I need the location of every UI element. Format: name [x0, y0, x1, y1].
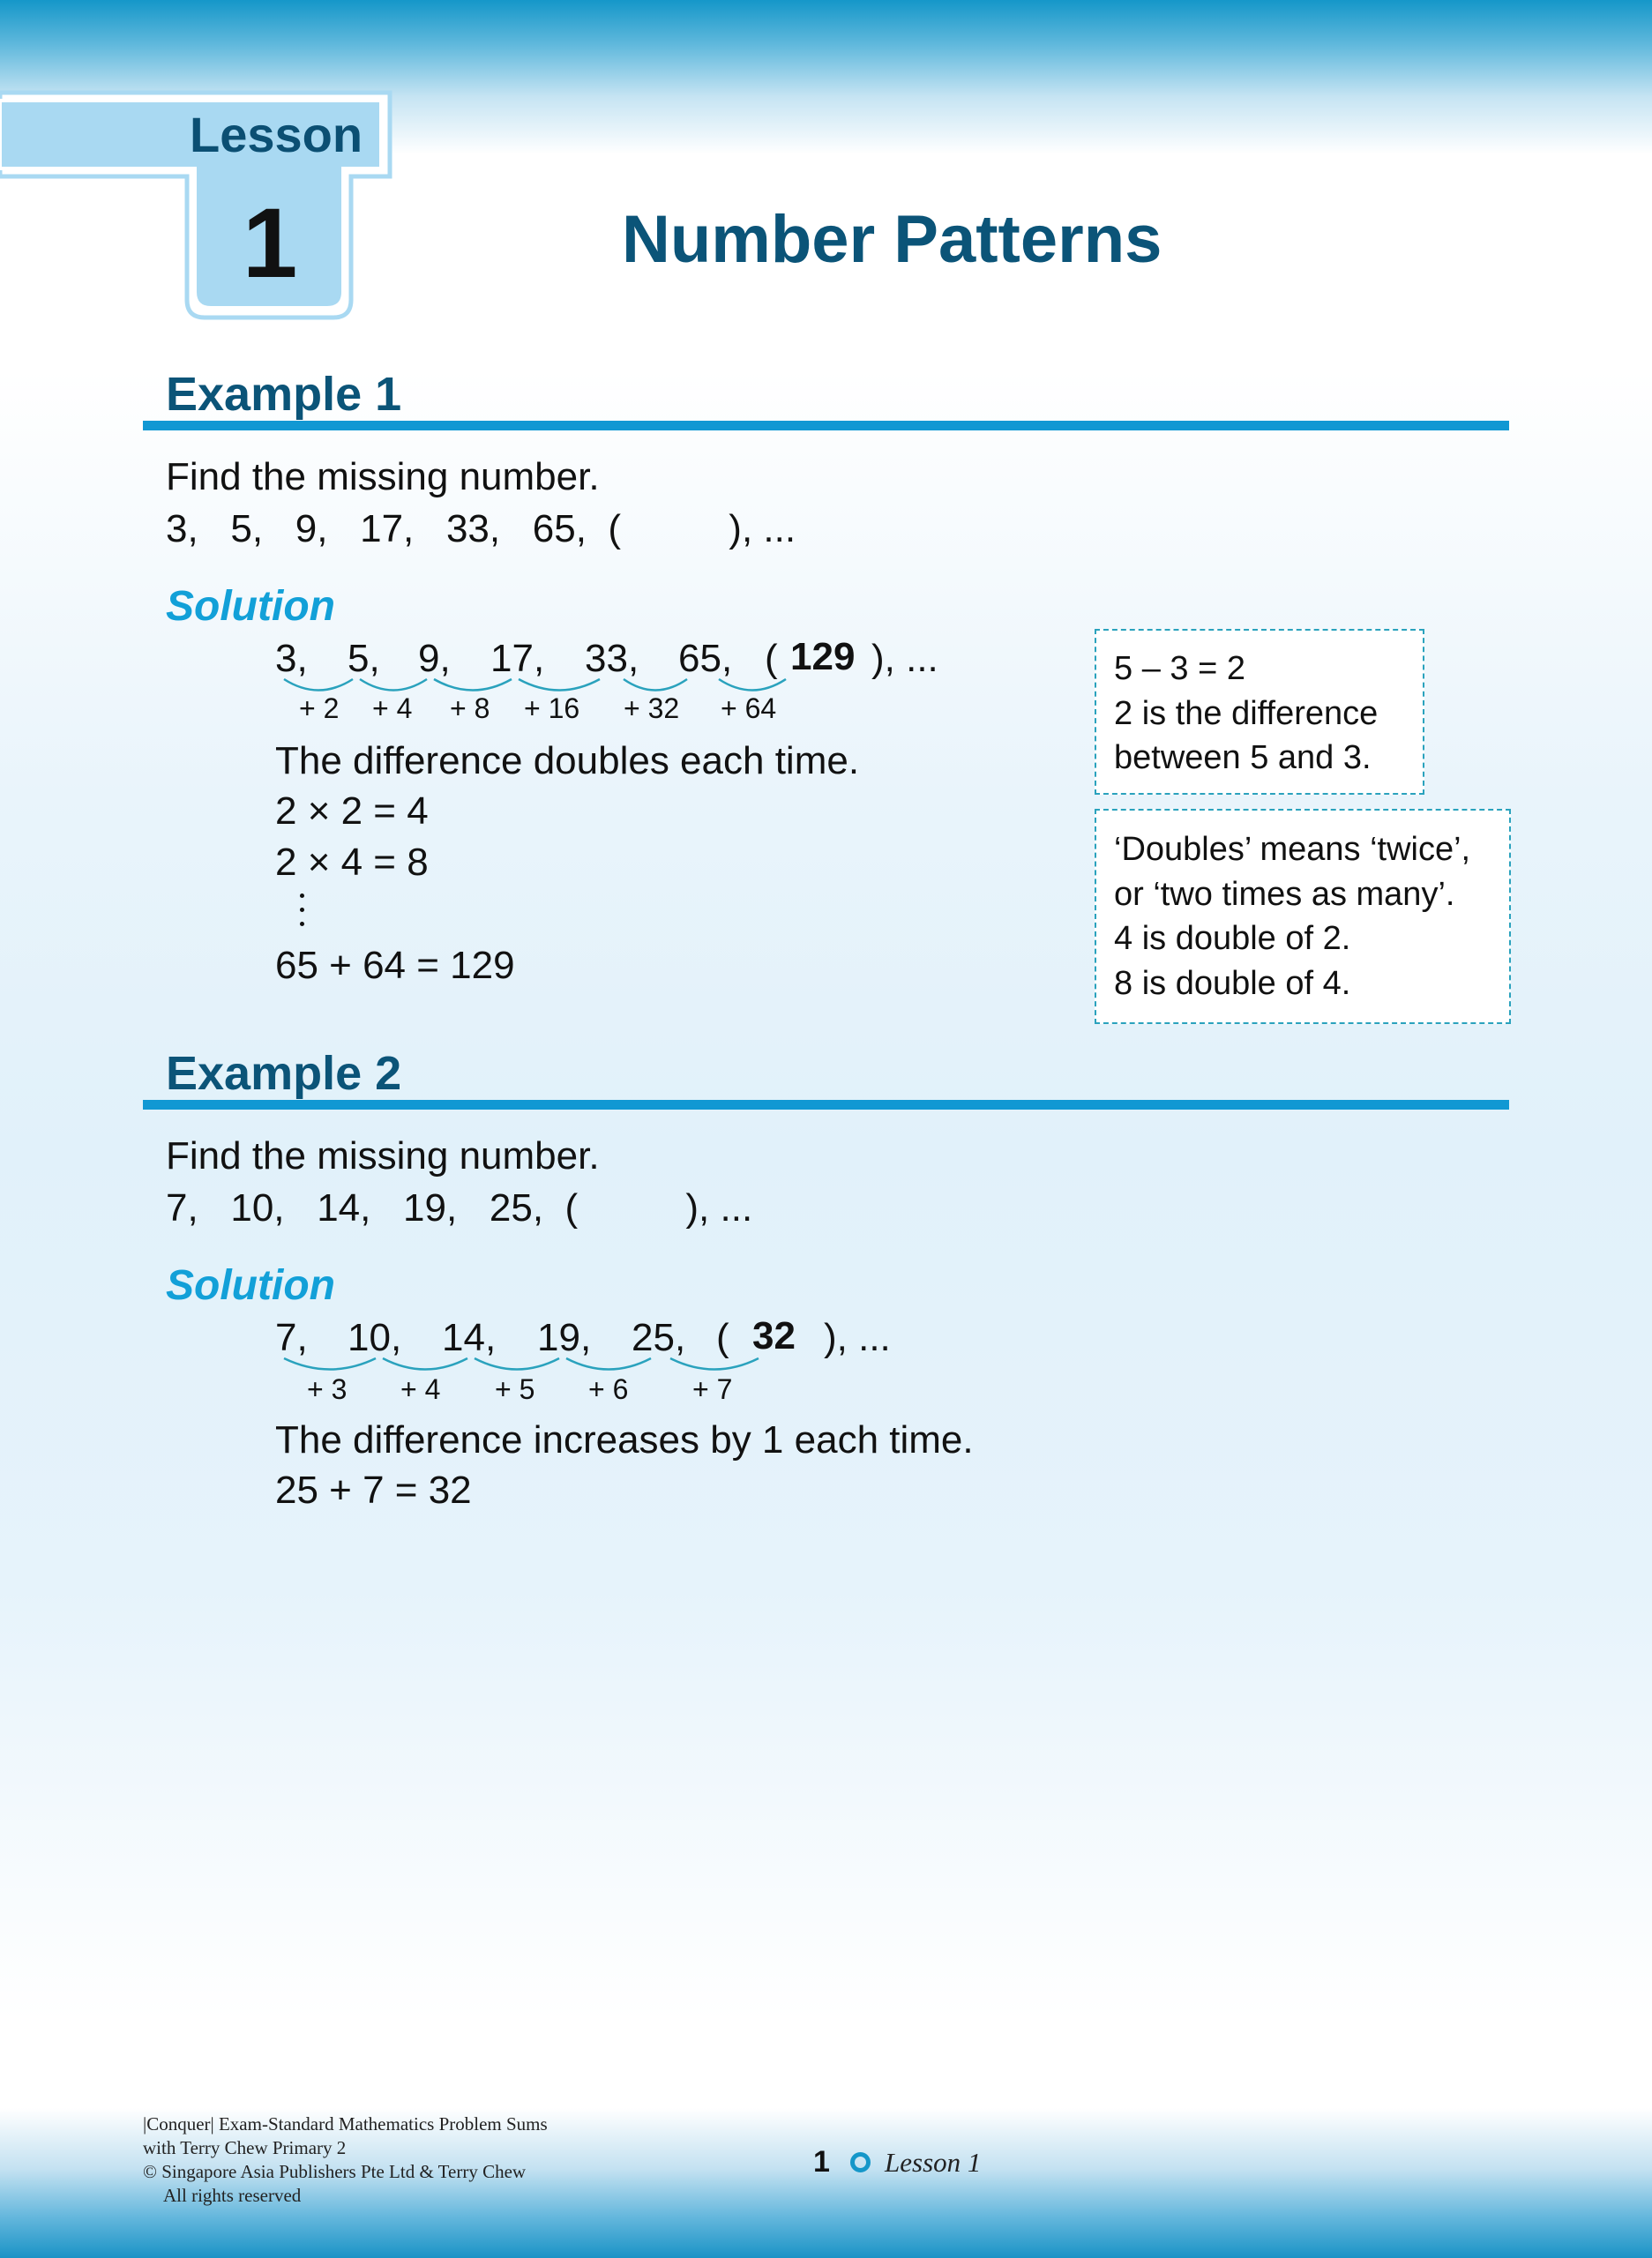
difference-label: + 2 — [299, 692, 340, 724]
lesson-number: 1 — [243, 188, 298, 298]
example-2-rule — [143, 1100, 1509, 1110]
example-2-heading: Example 2 — [166, 1047, 402, 1100]
sequence-term: 5, — [348, 637, 380, 680]
example-2-explanation: The difference increases by 1 each time. — [275, 1418, 974, 1462]
sequence-term: 14, — [442, 1316, 497, 1359]
sequence-ellipsis: ), ... — [871, 637, 938, 680]
note-line: 2 is the difference — [1114, 695, 1379, 732]
page-title: Number Patterns — [622, 202, 1162, 277]
difference-label: + 4 — [400, 1373, 441, 1405]
sequence-bracket: ( — [716, 1316, 729, 1359]
example-2-step: 25 + 7 = 32 — [275, 1469, 472, 1512]
sequence-term: 3, — [275, 637, 308, 680]
difference-label: + 3 — [307, 1373, 348, 1405]
difference-label: + 6 — [588, 1373, 629, 1405]
sequence-term: 65, — [678, 637, 733, 680]
example-1-heading: Example 1 — [166, 368, 402, 421]
footer-lesson-label: Lesson 1 — [885, 2147, 982, 2178]
example-1-explanation: The difference doubles each time. — [275, 739, 860, 782]
example-2-prompt: Find the missing number. — [166, 1134, 600, 1178]
footer-rights: All rights reserved — [163, 2185, 302, 2206]
continuation-dots — [300, 893, 305, 936]
sequence-term: 17, — [490, 637, 545, 680]
difference-label: + 8 — [450, 692, 490, 724]
difference-label: + 4 — [372, 692, 413, 724]
sequence-term: 9, — [418, 637, 451, 680]
example-1-prompt: Find the missing number. — [166, 455, 600, 498]
note-line: 4 is double of 2. — [1114, 920, 1351, 957]
example-1-solution-label: Solution — [166, 583, 335, 630]
answer-value: 32 — [752, 1314, 796, 1357]
footer-copyright: © Singapore Asia Publishers Pte Ltd & Terry Chew — [143, 2161, 527, 2182]
difference-label: + 7 — [692, 1373, 733, 1405]
difference-label: + 64 — [721, 692, 777, 724]
difference-note-box — [1095, 629, 1424, 795]
note-line: ‘Doubles’ means ‘twice’, — [1114, 831, 1471, 868]
example-1-sequence-question: 3, 5, 9, 17, 33, 65, ( ), ... — [166, 507, 796, 550]
note-line: 5 – 3 = 2 — [1114, 650, 1245, 687]
difference-label: + 16 — [524, 692, 580, 724]
note-line: or ‘two times as many’. — [1114, 876, 1455, 913]
sequence-term: 25, — [632, 1316, 686, 1359]
footer-book-title: |Conquer| Exam-Standard Mathematics Problem Sums — [143, 2113, 548, 2135]
sequence-term: 10, — [348, 1316, 402, 1359]
difference-label: + 5 — [495, 1373, 535, 1405]
example-1-step: 2 × 2 = 4 — [275, 789, 429, 833]
sequence-bracket: ( — [765, 637, 778, 680]
page-number: 1 — [813, 2145, 830, 2179]
note-line: between 5 and 3. — [1114, 739, 1372, 776]
example-2-sequence-question: 7, 10, 14, 19, 25, ( ), ... — [166, 1186, 753, 1230]
example-1-step: 2 × 4 = 8 — [275, 841, 429, 884]
example-1-step: 65 + 64 = 129 — [275, 944, 515, 987]
doubles-note-box — [1095, 809, 1511, 1024]
sequence-term: 19, — [537, 1316, 592, 1359]
sequence-term: 7, — [275, 1316, 308, 1359]
footer-book-subtitle: with Terry Chew Primary 2 — [143, 2137, 347, 2158]
difference-label: + 32 — [624, 692, 680, 724]
sequence-ellipsis: ), ... — [824, 1316, 891, 1359]
lesson-label: Lesson — [190, 107, 363, 162]
page-ring-icon — [850, 2152, 871, 2172]
note-line: 8 is double of 4. — [1114, 965, 1351, 1002]
example-2-solution-label: Solution — [166, 1262, 335, 1309]
answer-value: 129 — [790, 635, 856, 678]
sequence-term: 33, — [585, 637, 639, 680]
